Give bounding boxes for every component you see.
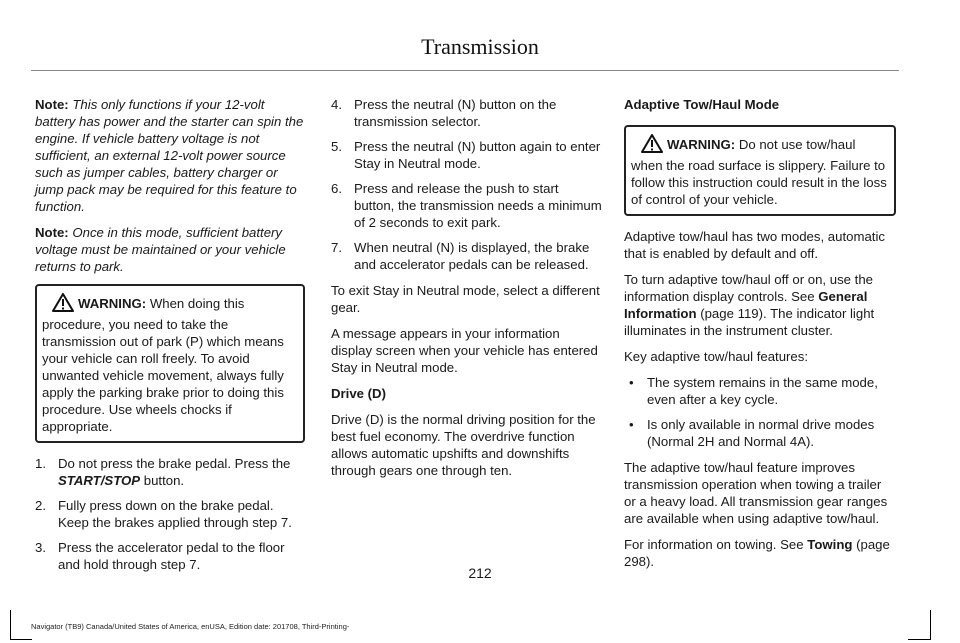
note-label: Note: <box>35 97 69 112</box>
paragraph-text: (page 119). The indicator light illuminates in the instrument cluster. <box>624 306 875 338</box>
steps-list-2 <box>331 96 602 273</box>
paragraph-text: (page 298). <box>624 537 890 569</box>
column-middle <box>331 96 602 488</box>
crop-mark <box>908 639 930 640</box>
step-number: 3. <box>35 540 46 555</box>
list-item <box>331 239 602 273</box>
note-text: This only functions if your 12-volt battery has power and the starter can spin the engine. If vehicle battery voltage is not sufficient, an external 12-volt power source such as jumper cables, battery charger or jump pack may be required for this feature to function. <box>35 97 304 214</box>
column-left <box>35 96 305 582</box>
features-list <box>624 374 896 450</box>
paragraph-text: For information on towing. See <box>624 537 804 552</box>
start-stop-label: START/STOP <box>58 473 141 488</box>
footer-edition: Navigator (TB9) Canada/United States of America, enUSA, Edition date: 201708, Third-Printing- <box>31 622 350 631</box>
list-item <box>35 497 305 531</box>
header-divider <box>31 70 899 71</box>
warning-triangle-icon <box>641 134 663 157</box>
step-number: 6. <box>331 181 342 196</box>
warning-box-tow-haul <box>624 125 896 216</box>
page-number: 212 <box>468 565 492 581</box>
paragraph-features-label: Key adaptive tow/haul features: <box>624 349 809 364</box>
step-text: Fully press down on the brake pedal. Keep the brakes applied through step 7. <box>58 498 292 530</box>
crop-mark <box>10 610 11 640</box>
note-text: Once in this mode, sufficient battery voltage must be maintained or your vehicle returns to park. <box>35 225 286 274</box>
paragraph-drive: Drive (D) is the normal driving position for the best fuel economy. The overdrive function allows automatic upshifts and downshifts through gears one through ten. <box>331 412 596 478</box>
column-right <box>624 96 896 579</box>
list-item <box>624 416 896 450</box>
list-item <box>331 180 602 231</box>
link-towing[interactable]: Towing <box>807 537 853 552</box>
note-battery <box>35 96 305 215</box>
link-general-information[interactable]: General Information <box>624 289 868 321</box>
paragraph-modes: Adaptive tow/haul has two modes, automatic that is enabled by default and off. <box>624 229 885 261</box>
step-text: button. <box>143 473 185 488</box>
step-text: Press and release the push to start button, the transmission needs a minimum of 2 seconds to exit park. <box>354 181 602 230</box>
warning-triangle-icon <box>52 293 74 316</box>
bullet-icon: • <box>629 375 634 390</box>
warning-label: WARNING: <box>667 137 736 152</box>
warning-text: Do not use tow/haul when the road surface is slippery. Failure to follow this instruction could result in the loss of control of your vehicle. <box>631 137 887 207</box>
page-title: Transmission <box>421 34 539 59</box>
paragraph-turn-on-off <box>624 271 896 339</box>
step-number: 4. <box>331 97 342 112</box>
bullet-text: Is only available in normal drive modes (Normal 2H and Normal 4A). <box>647 417 875 449</box>
warning-text: When doing this procedure, you need to take the transmission out of park (P) which means your vehicle can roll freely. To avoid unwanted vehicle movement, always fully apply the parking brake prior to doing this procedure. Use wheels chocks if appropriate. <box>42 296 284 434</box>
crop-mark <box>930 610 931 640</box>
bullet-icon: • <box>629 417 634 432</box>
step-text: Press the neutral (N) button again to enter Stay in Neutral mode. <box>354 139 601 171</box>
step-number: 1. <box>35 456 46 471</box>
paragraph-text: To turn adaptive tow/haul off or on, use the information display controls. See <box>624 272 874 304</box>
step-number: 2. <box>35 498 46 513</box>
step-text: Do not press the brake pedal. Press the <box>58 456 291 471</box>
section-heading-tow-haul: Adaptive Tow/Haul Mode <box>624 97 780 112</box>
crop-mark <box>10 639 32 640</box>
list-item <box>331 138 602 172</box>
list-item <box>331 96 602 130</box>
list-item <box>35 455 305 489</box>
step-number: 5. <box>331 139 342 154</box>
steps-list-1 <box>35 455 305 573</box>
section-heading-drive: Drive (D) <box>331 386 386 401</box>
paragraph-feature-improves: The adaptive tow/haul feature improves transmission operation when towing a trailer or a heavy load. All transmission gear ranges are available when using adaptive tow/haul. <box>624 460 888 526</box>
list-item <box>624 374 896 408</box>
bullet-text: The system remains in the same mode, even after a key cycle. <box>647 375 878 407</box>
note-label: Note: <box>35 225 69 240</box>
step-text: When neutral (N) is displayed, the brake and accelerator pedals can be released. <box>354 240 590 272</box>
warning-box-park <box>35 284 305 443</box>
warning-label: WARNING: <box>78 296 147 311</box>
paragraph-exit-neutral: To exit Stay in Neutral mode, select a different gear. <box>331 283 600 315</box>
step-text: Press the neutral (N) button on the transmission selector. <box>354 97 557 129</box>
paragraph-message: A message appears in your information display screen when your vehicle has entered Stay in Neutral mode. <box>331 326 598 375</box>
note-voltage <box>35 224 305 275</box>
step-number: 7. <box>331 240 342 255</box>
step-text: Press the accelerator pedal to the floor and hold through step 7. <box>58 540 285 572</box>
